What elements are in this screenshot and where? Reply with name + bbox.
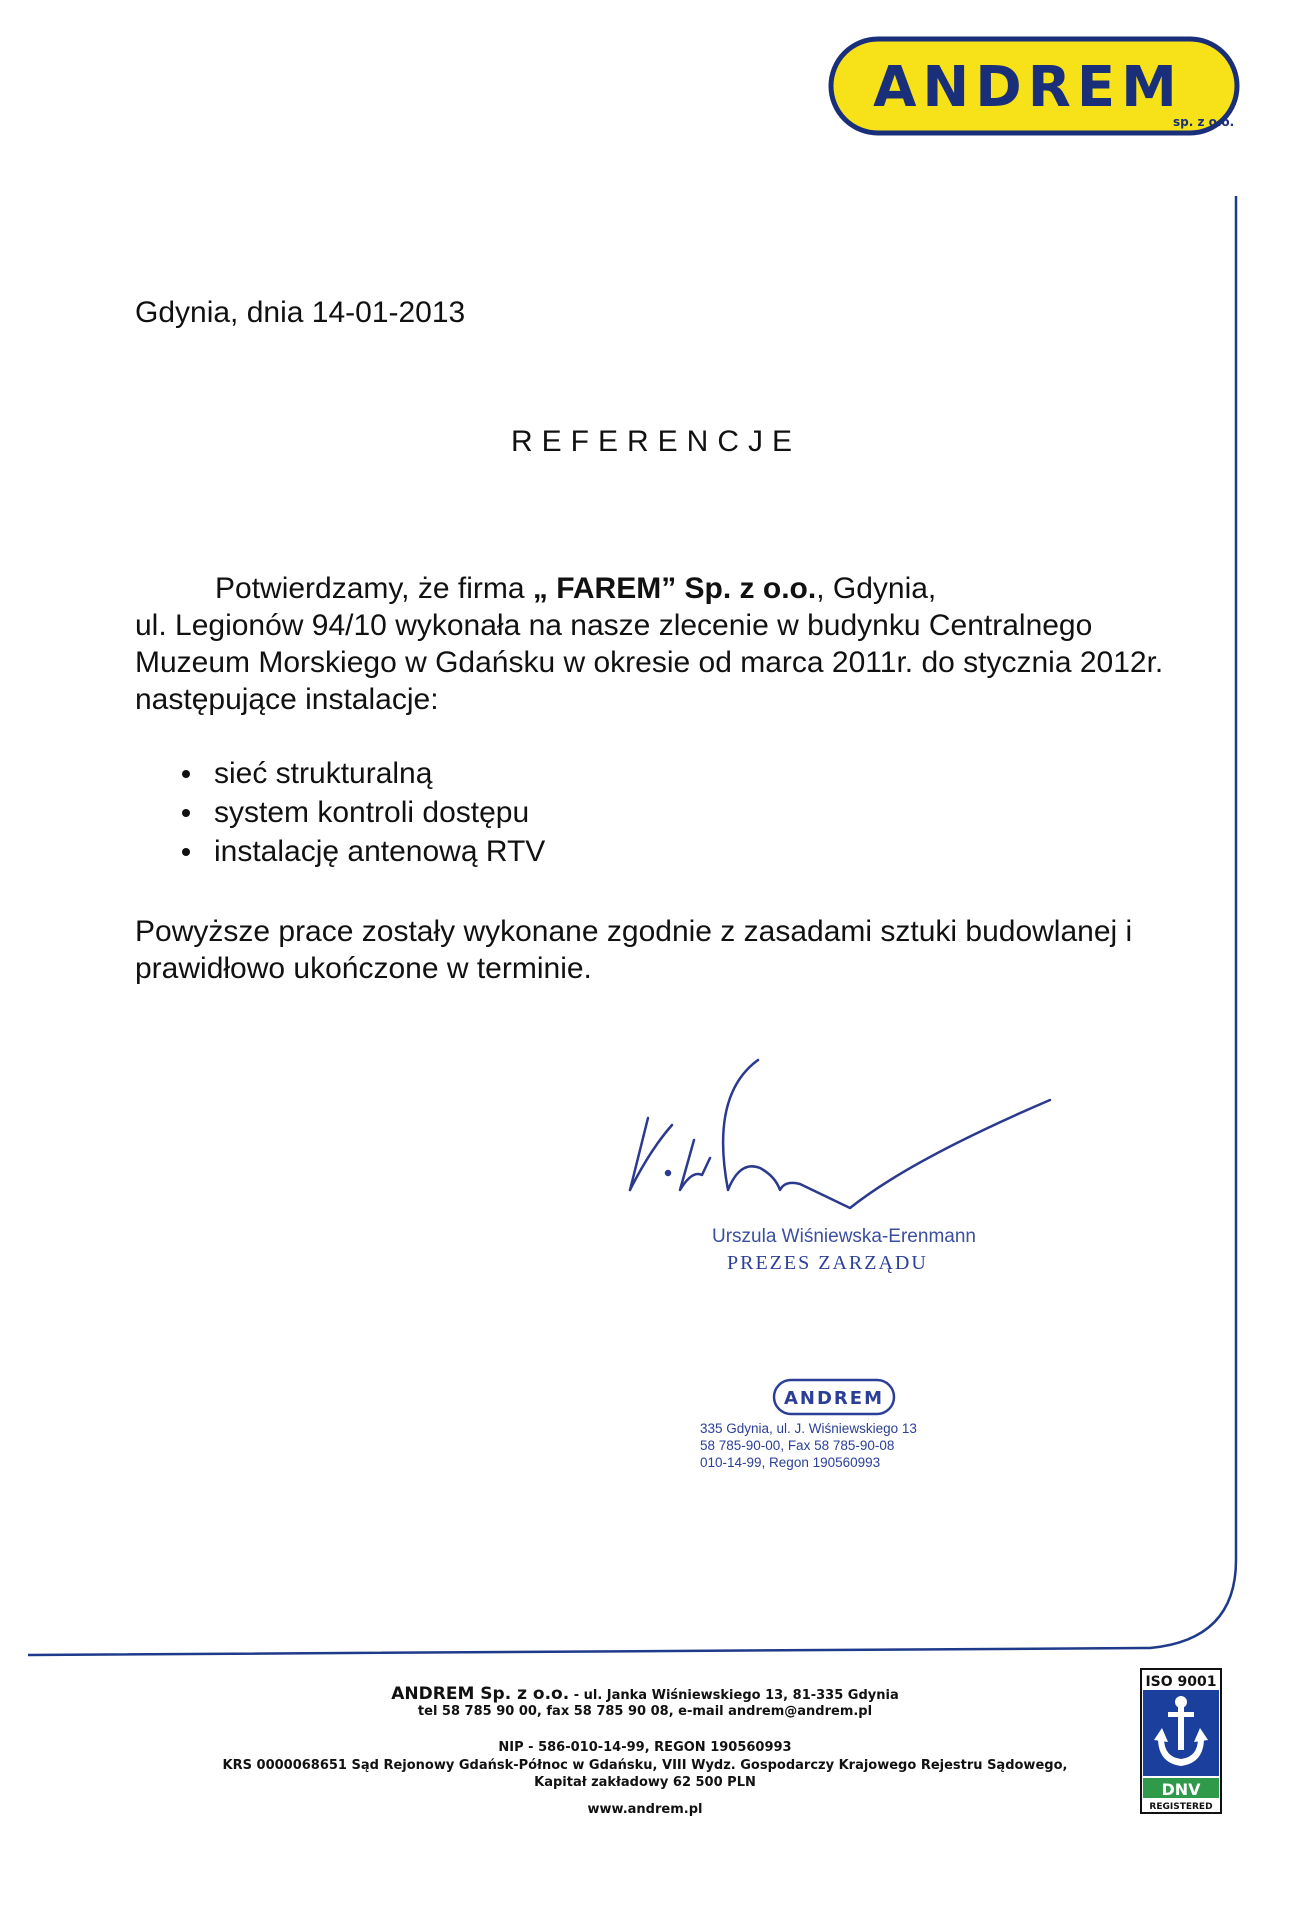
andrem-logo bbox=[828, 36, 1240, 136]
handwritten-signature bbox=[610, 1040, 1070, 1230]
footer-krs: KRS 0000068651 Sąd Rejonowy Gdańsk-Północ w Gdańsku, VIII Wydz. Gospodarczy Krajowego Rejestru Sądowego, bbox=[222, 1758, 1068, 1773]
signatory-name: Urszula Wiśniewska-Erenmann bbox=[712, 1226, 976, 1247]
svg-text:ANDREM: ANDREM bbox=[783, 1388, 885, 1409]
intro-after: , Gdynia, bbox=[816, 572, 937, 605]
stamp-line: 58 785-90-00, Fax 58 785-90-08 bbox=[700, 1438, 895, 1453]
list-item: sieć strukturalną bbox=[182, 754, 545, 793]
svg-text:sp. z o.o.: sp. z o.o. bbox=[1173, 115, 1235, 129]
footer-nip: NIP - 586-010-14-99, REGON 190560993 bbox=[498, 1740, 792, 1755]
svg-text:ANDREM: ANDREM bbox=[873, 55, 1183, 120]
footer-website[interactable]: www.andrem.pl bbox=[587, 1802, 703, 1817]
iso-9001-dnv-badge bbox=[1140, 1668, 1222, 1814]
svg-text:REGISTERED: REGISTERED bbox=[1149, 1802, 1213, 1812]
svg-text:ISO 9001: ISO 9001 bbox=[1145, 1674, 1217, 1690]
footer-address bbox=[160, 1684, 1130, 1704]
svg-text:DNV: DNV bbox=[1161, 1780, 1201, 1799]
footer-street: - ul. Janka Wiśniewskiego 13, 81-335 Gdynia bbox=[569, 1688, 899, 1703]
paragraph-conclusion: Powyższe prace zostały wykonane zgodnie z zasadami sztuki budowlanej i prawidłowo ukończone w terminie. bbox=[135, 915, 1133, 985]
footer-company: ANDREM Sp. z o.o. bbox=[391, 1684, 570, 1704]
footer-capital: Kapitał zakładowy 62 500 PLN bbox=[534, 1775, 756, 1790]
signatory-role: PREZES ZARZĄDU bbox=[727, 1252, 928, 1274]
stamp-text bbox=[700, 1420, 1000, 1471]
company-name: „ FAREM” Sp. z o.o. bbox=[532, 572, 817, 605]
stamp-logo bbox=[772, 1378, 896, 1416]
list-item: instalację antenową RTV bbox=[182, 832, 545, 871]
list-item: system kontroli dostępu bbox=[182, 793, 545, 832]
footer-contact: tel 58 785 90 00, fax 58 785 90 08, e-mail andrem@andrem.pl bbox=[417, 1704, 873, 1719]
letter-title: REFERENCJE bbox=[510, 425, 802, 458]
paragraph-intro bbox=[135, 570, 1175, 718]
intro-start: Potwierdzamy, że firma bbox=[215, 572, 533, 605]
intro-rest: ul. Legionów 94/10 wykonała na nasze zlecenie w budynku Centralnego Muzeum Morskiego w Gdańsku w okresie od marca 2011r. do stycznia 2012r. następujące instalacje: bbox=[135, 609, 1164, 716]
stamp-line: 010-14-99, Regon 190560993 bbox=[700, 1455, 881, 1470]
stamp-line: 335 Gdynia, ul. J. Wiśniewskiego 13 bbox=[700, 1421, 917, 1436]
installations-list bbox=[182, 754, 545, 871]
date-line: Gdynia, dnia 14-01-2013 bbox=[135, 296, 466, 329]
